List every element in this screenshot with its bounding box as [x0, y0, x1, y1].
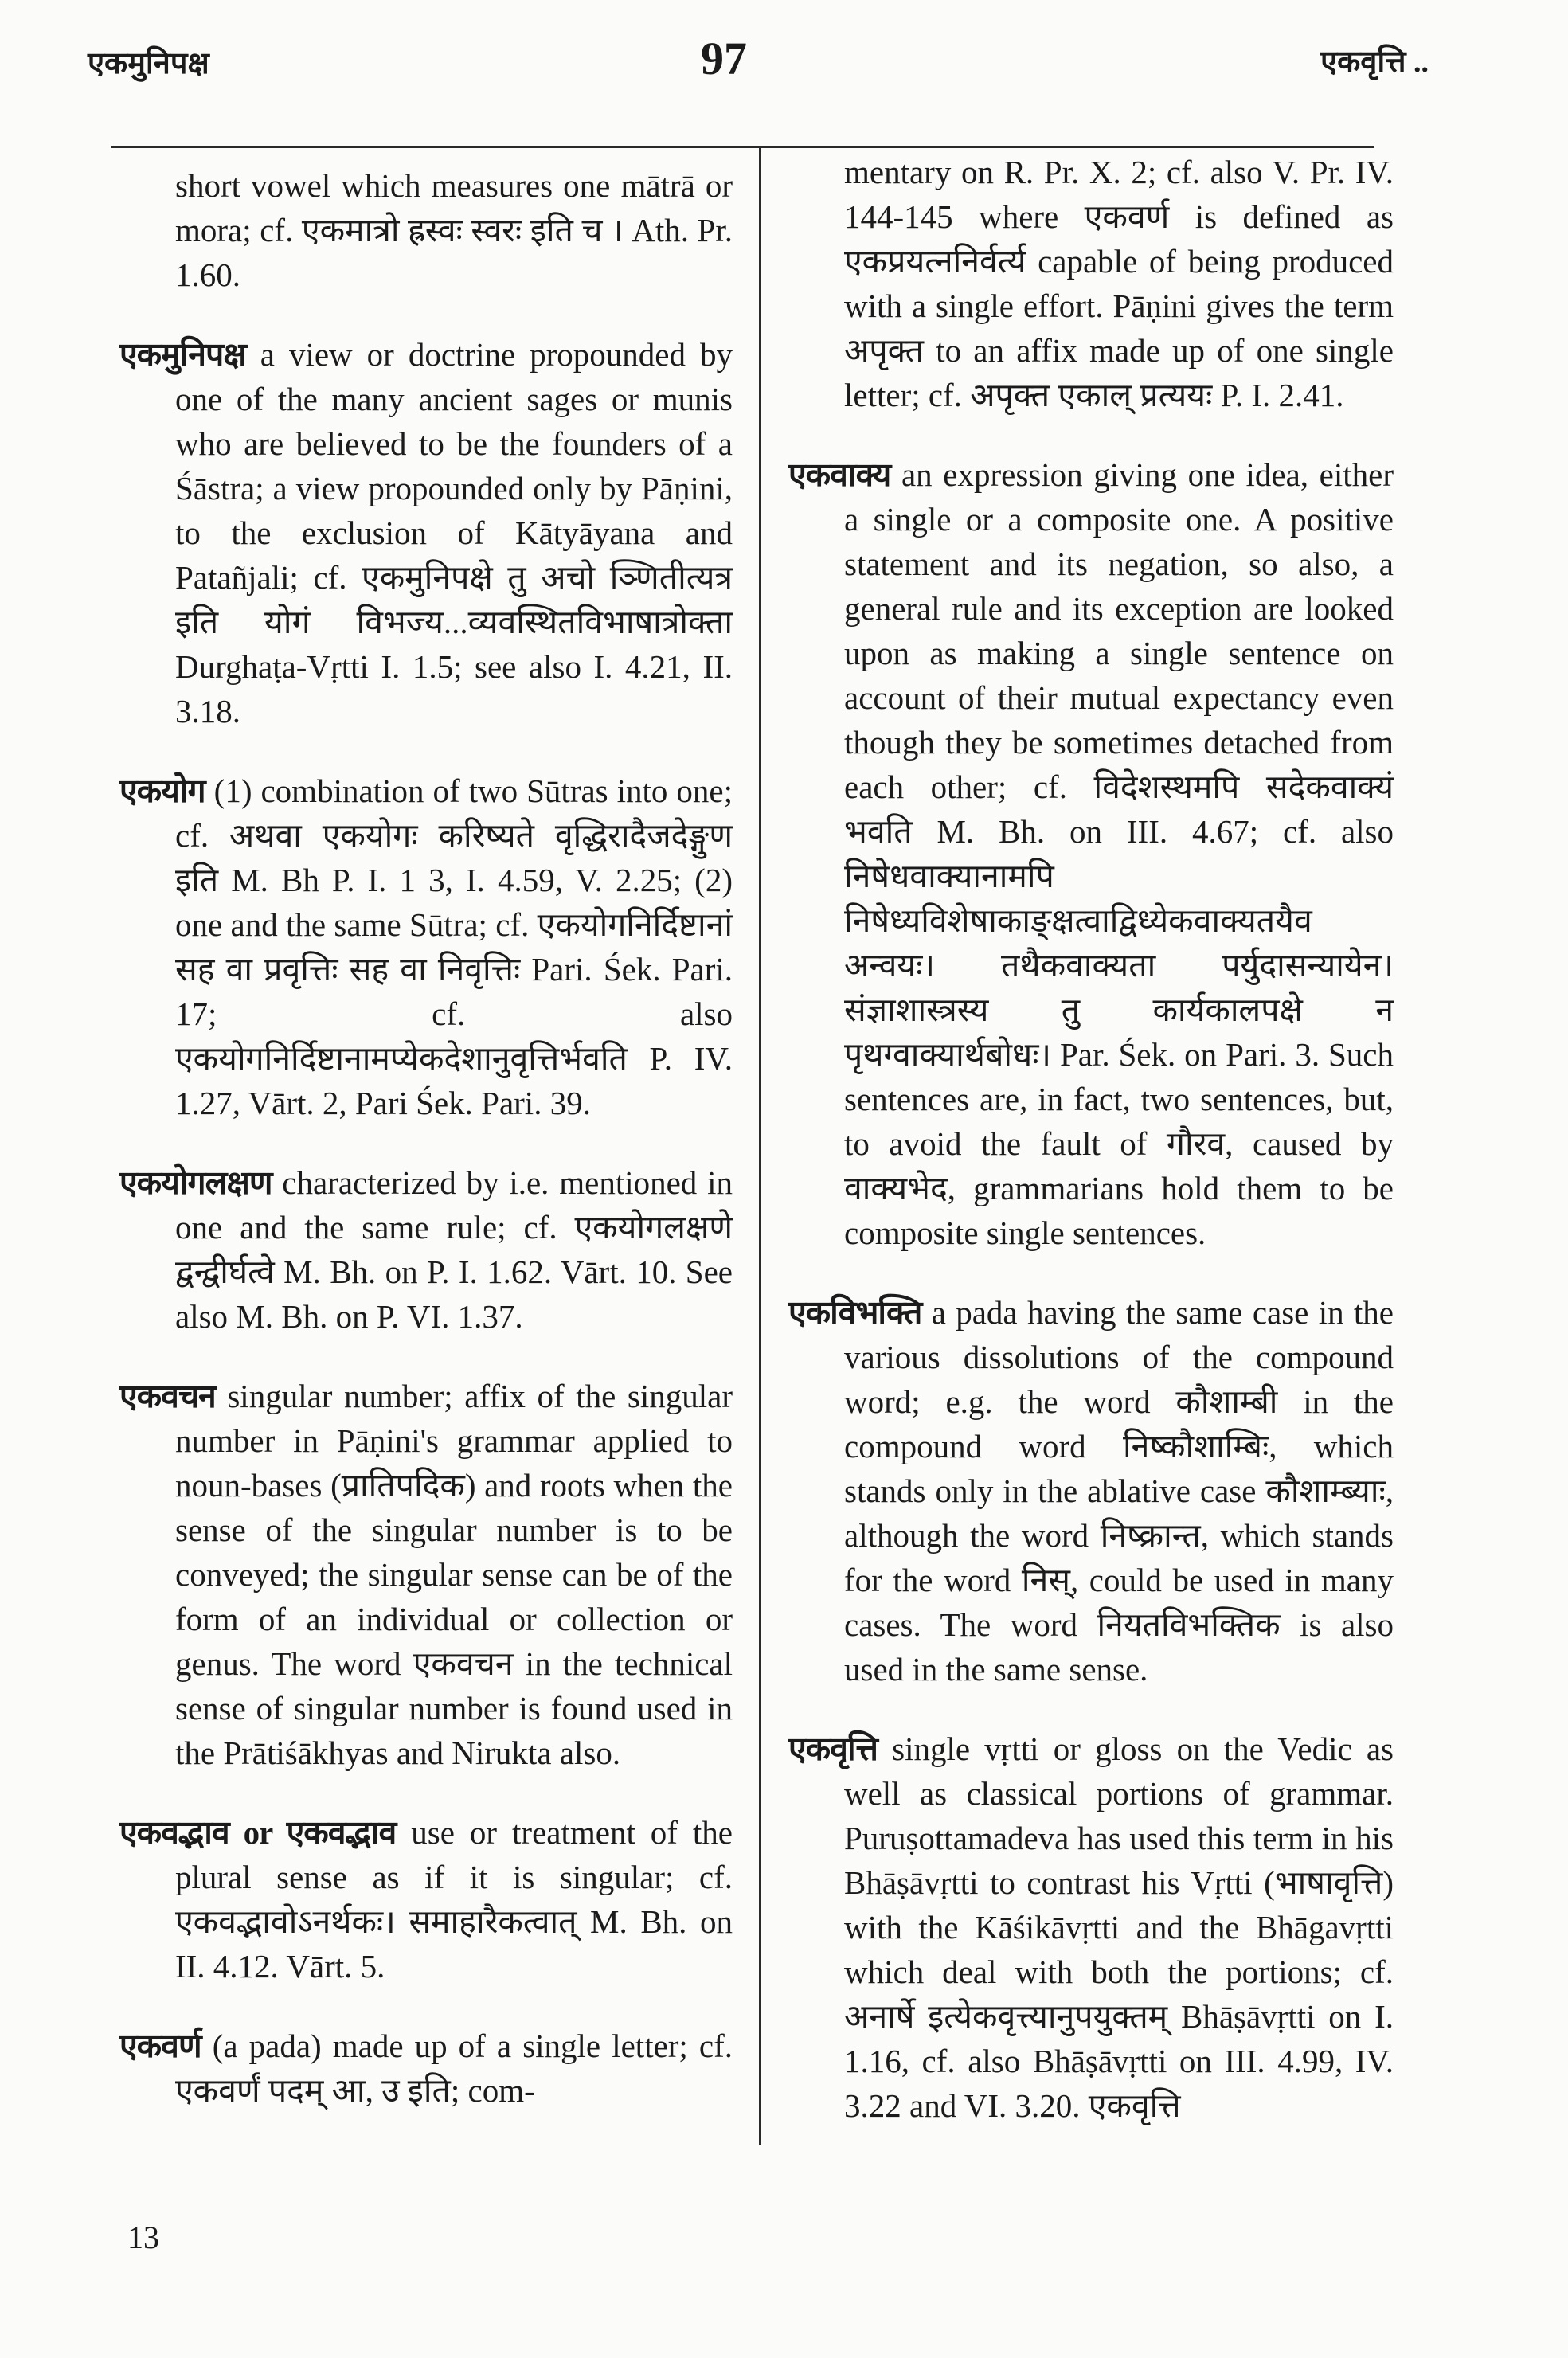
dictionary-entry	[119, 1374, 733, 1775]
entry-headword: एकवाक्य	[788, 456, 891, 493]
entry-headword: एकवद्भाव or एकवद्भाव	[119, 1814, 397, 1851]
dictionary-entry	[788, 452, 1394, 1255]
dictionary-entry	[119, 332, 733, 733]
running-head-right: एकवृत्ति ..	[1320, 45, 1429, 79]
entry-headword: एकवर्ण	[119, 2028, 201, 2064]
entry-definition: single vṛtti or gloss on the Vedic as well as classical portions of grammar. Puruṣottamadeva has used this term in his Bhāṣāvṛtti to contrast his Vṛtti (भाषावृत्ति) with the Kāśikāvṛtti and the Bhāgavṛtti which deal with both the portions; cf. अनार्षे इत्येकवृत्त्यानुपयुक्तम् Bhāṣāvṛtti on I. 1.16, cf. also Bhāṣāvṛtti on III. 4.99, IV. 3.22 and VI. 3.20. एकवृत्ति	[844, 1730, 1394, 2124]
dictionary-entry	[119, 768, 733, 1125]
entry-headword: एकमुनिपक्ष	[119, 336, 246, 373]
entry-headword: एकयोगलक्षण	[119, 1164, 272, 1201]
right-column	[788, 150, 1394, 2163]
page-number: 97	[701, 33, 747, 84]
entry-headword: एकयोग	[119, 772, 205, 809]
dictionary-entry	[119, 2024, 733, 2113]
dictionary-entry	[119, 1160, 733, 1339]
entry-definition: (1) combination of two Sūtras into one; cf. अथवा एकयोगः करिष्यते वृद्धिरादैजदेङ्गुण इति M. Bh P. I. 1 3, I. 4.59, V. 2.25; (2) one and the same Sūtra; cf. एकयोगनिर्दिष्टानां सह वा प्रवृत्तिः सह वा निवृत्तिः Pari. Śek. Pari. 17; cf. also एकयोगनिर्दिष्टानामप्येकदेशानुवृत्तिर्भवति P. IV. 1.27, Vārt. 2, Pari Śek. Pari. 39.	[175, 772, 733, 1121]
left-column	[119, 163, 733, 2148]
entry-definition: singular number; affix of the singular number in Pāṇini's grammar applied to noun-bases (प्रातिपदिक) and roots when the sense of the singular number is to be conveyed; the singular sense can be of the form of an individual or collection or genus. The word एकवचन in the technical sense of singular number is found used in the Prātiśākhyas and Nirukta also.	[175, 1378, 733, 1771]
running-head-left: एकमुनिपक्ष	[88, 47, 209, 80]
dictionary-entry	[788, 1290, 1394, 1691]
continued-entry-text: mentary on R. Pr. X. 2; cf. also V. Pr. IV. 144-145 where एकवर्ण is defined as एकप्रयत्ननिर्वर्त्य capable of being produced with a single effort. Pāṇini gives the term अपृक्त to an affix made up of one single letter; cf. अपृक्त एकाल् प्रत्ययः P. I. 2.41.	[844, 154, 1394, 413]
continued-entry-text: short vowel which measures one mātrā or mora; cf. एकमात्रो ह्रस्वः स्वरः इति च । Ath. Pr. 1.60.	[175, 167, 733, 293]
signature-mark: 13	[127, 2219, 159, 2255]
entry-definition: characterized by i.e. mentioned in one and the same rule; cf. एकयोगलक्षणे द्वन्द्वीर्घत्वे M. Bh. on P. I. 1.62. Vārt. 10. See also M. Bh. on P. VI. 1.37.	[175, 1164, 733, 1335]
header-rule	[111, 146, 1374, 148]
column-divider	[759, 146, 761, 2145]
entry-headword: एकविभक्ति	[788, 1294, 922, 1331]
dictionary-entry	[788, 1726, 1394, 2128]
entry-definition: an expression giving one idea, either a single or a composite one. A positive statement and its negation, so also, a general rule and its exception are looked upon as making a single sentence on account of their mutual expectancy even though they be sometimes detached from each other; cf. विदेशस्थमपि सदेकवाक्यं भवति M. Bh. on III. 4.67; cf. also निषेधवाक्यानामपि निषेध्यविशेषाकाङ्क्षत्वाद्विध्येकवाक्यतयैव अन्वयः। तथैकवाक्यता पर्युदासन्यायेन। संज्ञाशास्त्रस्य तु कार्यकालपक्षे न पृथग्वाक्यार्थबोधः। Par. Śek. on Pari. 3. Such sentences are, in fact, two sentences, but, to avoid the fault of गौरव, caused by वाक्यभेद, grammarians hold them to be composite single sentences.	[844, 456, 1394, 1251]
entry-headword: एकवृत्ति	[788, 1730, 878, 1767]
entry-headword: एकवचन	[119, 1378, 216, 1414]
entry-definition: a pada having the same case in the various dissolutions of the compound word; e.g. the word कौशाम्बी in the compound word निष्कौशाम्बिः, which stands only in the ablative case कौशाम्ब्याः, although the word निष्क्रान्त, which stands for the word निस्, could be used in many cases. The word नियतविभक्तिक is also used in the same sense.	[844, 1294, 1394, 1687]
entry-definition: (a pada) made up of a single letter; cf. एकवर्णं पदम् आ, उ इति; com-	[175, 2028, 733, 2109]
entry-definition: use or treatment of the plural sense as if it is singular; cf. एकवद्भावोऽनर्थकः। समाहारैकत्वात् M. Bh. on II. 4.12. Vārt. 5.	[175, 1814, 733, 1985]
dictionary-entry	[119, 1810, 733, 1988]
entry-definition: a view or doctrine propounded by one of the many ancient sages or munis who are believed to be the founders of a Śāstra; a view propounded only by Pāṇini, to the exclusion of Kātyāyana and Patañjali; cf. एकमुनिपक्षे तु अचो ञ्णितीत्यत्र इति योगं विभज्य...व्यवस्थितविभाषात्रोक्ता Durghaṭa-Vṛtti I. 1.5; see also I. 4.21, II. 3.18.	[175, 336, 733, 729]
